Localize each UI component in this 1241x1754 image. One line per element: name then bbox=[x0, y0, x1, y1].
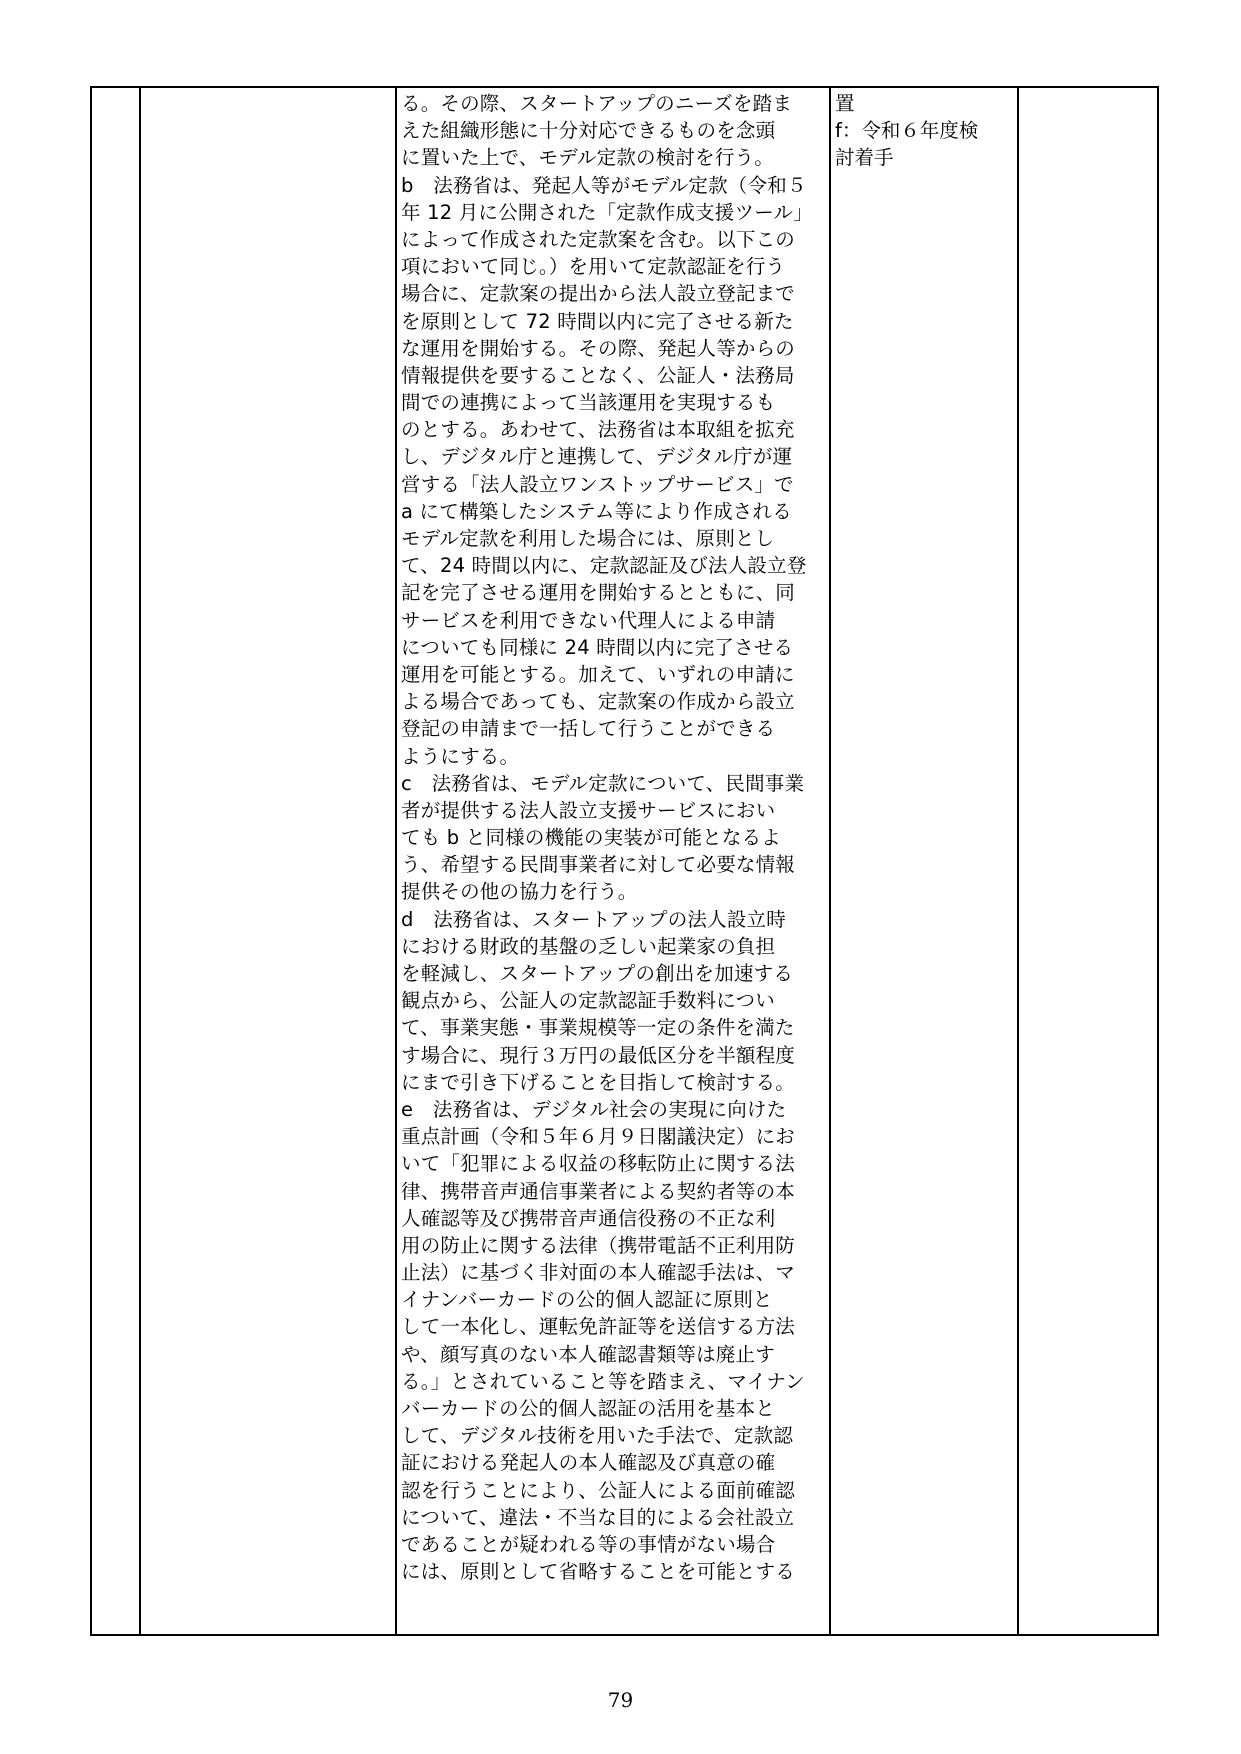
schedule-cell bbox=[831, 88, 1017, 1634]
content-line: な運用を開始する。その際、発起人等からの bbox=[401, 336, 796, 360]
content-line: る。」とされていること等を踏まえ、マイナン bbox=[401, 1369, 805, 1393]
content-line: を原則として 72 時間以内に完了させる新た bbox=[401, 309, 794, 333]
content-line: て、事業実態・事業規模等一定の条件を満た bbox=[401, 1016, 795, 1040]
content-line: 観点から、公証人の定款認証手数料につい bbox=[401, 989, 775, 1013]
measure-content-cell bbox=[397, 88, 829, 1634]
content-line: c 法務省は、モデル定款について、民間事業 bbox=[401, 771, 805, 795]
content-line: 律、携帯音声通信事業者による契約者等の本 bbox=[401, 1179, 796, 1203]
content-line: 運用を可能とする。加えて、いずれの申請に bbox=[401, 662, 795, 686]
content-line: における財政的基盤の乏しい起業家の負担 bbox=[401, 934, 776, 958]
content-line: 止法）に基づく非対面の本人確認手法は、マ bbox=[401, 1261, 796, 1285]
content-line: 用の防止に関する法律（携帯電話不正利用防 bbox=[401, 1233, 796, 1257]
schedule-line: 討着手 bbox=[835, 146, 894, 170]
ministry-cell bbox=[1019, 88, 1157, 1634]
page-number: 79 bbox=[607, 1688, 634, 1712]
content-line: のとする。あわせて、法務省は本取組を拡充 bbox=[401, 418, 795, 442]
content-line: を軽減し、スタートアップの創出を加速する bbox=[401, 962, 794, 985]
content-line: 者が提供する法人設立支援サービスにおい bbox=[401, 798, 776, 822]
content-line: いて「犯罪による収益の移転防止に関する法 bbox=[401, 1152, 796, 1176]
content-line: サービスを利用できない代理人による申請 bbox=[401, 608, 776, 632]
content-line: についても同様に 24 時間以内に完了させる bbox=[401, 635, 794, 659]
content-line: d 法務省は、スタートアップの法人設立時 bbox=[401, 907, 786, 931]
content-line: ても b と同様の機能の実装が可能となるよ bbox=[401, 826, 781, 850]
content-line: には、原則として省略することを可能とする bbox=[401, 1560, 796, 1584]
content-line: であることが疑われる等の事情がない場合 bbox=[401, 1532, 776, 1556]
content-line: について、違法・不当な目的による会社設立 bbox=[401, 1505, 795, 1529]
content-line: 重点計画（令和５年６月９日閣議決定）にお bbox=[401, 1125, 796, 1149]
content-line: よる場合であっても、定款案の作成から設立 bbox=[401, 690, 795, 714]
content-line: にまで引き下げることを目指して検討する。 bbox=[401, 1070, 796, 1094]
content-line: モデル定款を利用した場合には、原則とし bbox=[401, 527, 775, 550]
content-line: して、デジタル技術を用いた手法で、定款認 bbox=[401, 1424, 794, 1448]
content-line: 提供その他の協力を行う。 bbox=[401, 880, 638, 904]
content-line: 登記の申請まで一括して行うことができる bbox=[401, 717, 776, 741]
content-line: バーカードの公的個人認証の活用を基本と bbox=[401, 1397, 775, 1420]
content-line: 情報提供を要することなく、公証人・法務局 bbox=[401, 363, 795, 387]
content-line: て、24 時間以内に、定款認証及び法人設立登 bbox=[401, 554, 807, 578]
content-line: 間での連携によって当該運用を実現するも bbox=[401, 391, 776, 415]
number-cell bbox=[92, 88, 139, 1634]
content-line: す場合に、現行３万円の最低区分を半額程度 bbox=[401, 1043, 796, 1067]
schedule-line: f：令和６年度検 bbox=[835, 119, 979, 143]
content-line: 認を行うことにより、公証人による面前確認 bbox=[401, 1478, 796, 1502]
content-line: る。その際、スタートアップのニーズを踏ま bbox=[401, 92, 793, 115]
content-line: 人確認等及び携帯音声通信役務の不正な利 bbox=[401, 1206, 776, 1230]
content-line: 場合に、定款案の提出から法人設立登記まで bbox=[401, 282, 796, 306]
content-line: b 法務省は、発起人等がモデル定款（令和５ bbox=[401, 173, 807, 197]
content-line: e 法務省は、デジタル社会の実現に向けた bbox=[401, 1097, 787, 1121]
content-line: や、顔写真のない本人確認書類等は廃止す bbox=[401, 1342, 775, 1366]
content-line: えた組織形態に十分対応できるものを念頭 bbox=[401, 119, 776, 143]
content-line: して一本化し、運転免許証等を送信する方法 bbox=[401, 1315, 796, 1339]
content-line: 項において同じ。）を用いて定款認証を行う bbox=[401, 255, 786, 279]
document-table bbox=[90, 86, 1159, 1636]
item-cell bbox=[141, 88, 395, 1634]
content-line: a にて構築したシステム等により作成される bbox=[401, 499, 792, 523]
content-line: ようにする。 bbox=[401, 744, 520, 768]
content-line: イナンバーカードの公的個人認証に原則と bbox=[401, 1288, 773, 1312]
schedule-line: 置 bbox=[835, 92, 855, 115]
content-line: に置いた上で、モデル定款の検討を行う。 bbox=[401, 146, 774, 170]
content-line: 年 12 月に公開された「定款作成支援ツール」 bbox=[401, 200, 813, 224]
content-line: 記を完了させる運用を開始するとともに、同 bbox=[401, 581, 796, 605]
content-line: 営する「法人設立ワンストップサービス」で bbox=[401, 472, 794, 496]
content-line: し、デジタル庁と連携して、デジタル庁が運 bbox=[401, 445, 793, 469]
content-line: によって作成された定款案を含む。以下この bbox=[401, 227, 796, 251]
content-line: う、希望する民間事業者に対して必要な情報 bbox=[401, 853, 796, 877]
content-line: 証における発起人の本人確認及び真意の確 bbox=[401, 1451, 776, 1475]
